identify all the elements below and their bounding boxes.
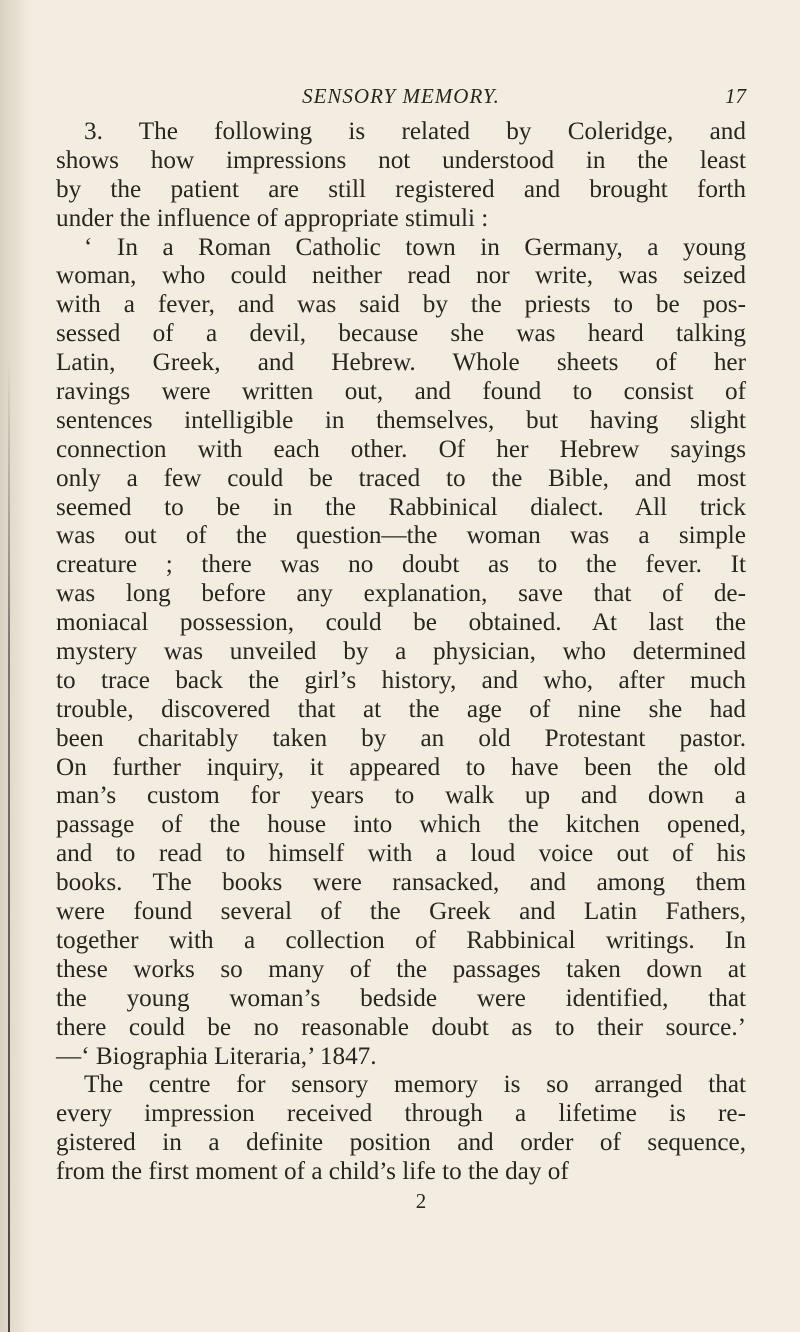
text-line: man’s custom for years to walk up and down a <box>56 782 746 810</box>
text-line: moniacal possession, could be obtained. At last the <box>56 609 746 637</box>
text-line: shows how impressions not understood in the least <box>56 146 746 174</box>
text-line: were found several of the Greek and Latin Fathers, <box>56 898 746 926</box>
text-line: together with a collection of Rabbinical writings. In <box>56 926 746 954</box>
text-line: The centre for sensory memory is so arranged that <box>84 1071 746 1099</box>
book-page <box>56 84 746 1214</box>
text-line: woman, who could neither read nor write, was seized <box>56 262 746 290</box>
text-line: connection with each other. Of her Hebrew sayings <box>56 435 746 463</box>
text-line: every impression received through a lifetime is re- <box>56 1100 746 1128</box>
text-line: only a few could be traced to the Bible, and most <box>56 464 746 492</box>
text-line: been charitably taken by an old Protestant pastor. <box>56 724 746 752</box>
text-line: was out of the question—the woman was a simple <box>56 522 746 550</box>
text-line: was long before any explanation, save that of de- <box>56 580 746 608</box>
running-title: SENSORY MEMORY. <box>302 84 500 108</box>
running-head <box>56 84 746 118</box>
text-line: sentences intelligible in themselves, but having slight <box>56 406 746 434</box>
binding-shadow-line <box>8 360 10 1332</box>
text-line: creature ; there was no doubt as to the fever. It <box>56 551 746 579</box>
text-line: these works so many of the passages taken down at <box>56 955 746 983</box>
text-line: ravings were written out, and found to consist of <box>56 378 746 406</box>
text-line: the young woman’s bedside were identified, that <box>56 984 746 1012</box>
text-line: seemed to be in the Rabbinical dialect. All trick <box>56 493 746 521</box>
text-line: books. The books were ransacked, and among them <box>56 869 746 897</box>
binding-gutter <box>0 0 30 1332</box>
text-line: Latin, Greek, and Hebrew. Whole sheets of her <box>56 349 746 377</box>
text-line: sessed of a devil, because she was heard talking <box>56 320 746 348</box>
text-line: trouble, discovered that at the age of nine she had <box>56 695 746 723</box>
text-line: ‘ In a Roman Catholic town in Germany, a young <box>84 233 746 261</box>
text-line: with a fever, and was said by the priests to be pos- <box>56 291 746 319</box>
text-line: 3. The following is related by Coleridge, and <box>84 118 746 145</box>
text-line: gistered in a definite position and order of sequence, <box>56 1129 746 1157</box>
text-line: —‘ Biographia Literaria,’ 1847. <box>56 1042 377 1070</box>
text-line: by the patient are still registered and brought forth <box>56 175 746 203</box>
text-line: there could be no reasonable doubt as to their source.’ <box>56 1013 746 1041</box>
text-line: from the first moment of a child’s life to the day of <box>56 1158 569 1186</box>
text-line: under the influence of appropriate stimuli : <box>56 204 489 232</box>
text-line: and to read to himself with a loud voice out of his <box>56 840 746 868</box>
text-line: mystery was unveiled by a physician, who determined <box>56 638 746 666</box>
text-line: On further inquiry, it appeared to have been the old <box>56 753 746 781</box>
page-number: 17 <box>725 84 746 108</box>
body-text <box>56 118 746 1187</box>
text-line: passage of the house into which the kitchen opened, <box>56 811 746 839</box>
text-line: to trace back the girl’s history, and who, after much <box>56 666 746 694</box>
signature-mark: 2 <box>415 1188 427 1213</box>
